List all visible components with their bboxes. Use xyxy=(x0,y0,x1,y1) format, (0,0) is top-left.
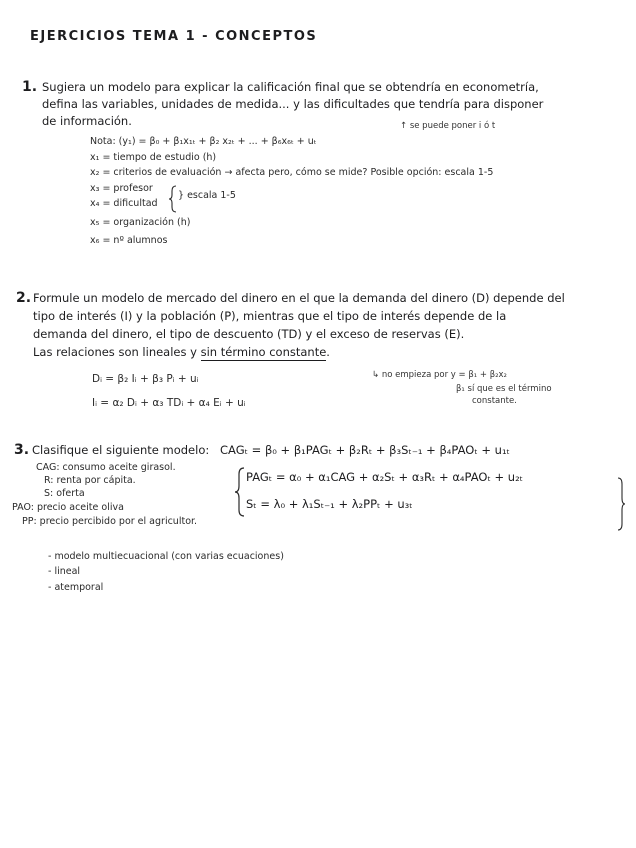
q1-var-x1: x₁ = tiempo de estudio (h) xyxy=(90,152,217,163)
q2-equation-interest: Iᵢ = α₂ Dᵢ + α₃ TDᵢ + α₄ Eᵢ + uᵢ xyxy=(92,397,246,409)
q1-var-x4: x₄ = dificultad xyxy=(90,198,158,209)
q3-var-s: S: oferta xyxy=(44,488,85,499)
q3-equation-s: Sₜ = λ₀ + λ₁Sₜ₋₁ + λ₂PPₜ + u₃ₜ xyxy=(246,497,413,511)
q2-line3: demanda del dinero, el tipo de descuento (TD) y el exceso de reservas (E). xyxy=(33,327,465,341)
q2-note-line2: β₁ sí que es el término xyxy=(456,384,552,394)
q3-system-brace-right xyxy=(618,478,625,530)
q2-number: 2. xyxy=(16,290,32,306)
q1-var-x3: x₃ = profesor xyxy=(90,183,153,194)
q1-var-x6: x₆ = nº alumnos xyxy=(90,235,168,246)
page-title: EJERCICIOS TEMA 1 - CONCEPTOS xyxy=(30,29,318,44)
q2-line4-start: Las relaciones son lineales y xyxy=(33,345,201,359)
q2-note-line1: ↳ no empieza por y = β₁ + β₂x₂ xyxy=(372,370,507,380)
q1-x3x4-scale-note: } escala 1-5 xyxy=(178,190,236,201)
q1-var-x2: x₂ = criterios de evaluación → afecta pero, cómo se mide? Posible opción: escala 1-5 xyxy=(90,167,494,178)
q3-equation-cag: CAGₜ = β₀ + β₁PAGₜ + β₂Rₜ + β₃Sₜ₋₁ + β₄PAOₜ + u₁ₜ xyxy=(220,443,510,457)
q1-var-x5: x₅ = organización (h) xyxy=(90,217,191,228)
q2-no-constant-underlined: sin término constante xyxy=(200,345,327,359)
q3-equation-pag: PAGₜ = α₀ + α₁CAG + α₂Sₜ + α₃Rₜ + α₄PAOₜ + u₂ₜ xyxy=(246,470,524,484)
q1-number: 1. xyxy=(22,79,38,95)
q1-line2: defina las variables, unidades de medida... y las dificultades que tendría para disponer xyxy=(42,97,544,111)
q3-var-cag: CAG: consumo aceite girasol. xyxy=(36,462,176,473)
q3-classification-multi: - modelo multiecuacional (con varias ecuaciones) xyxy=(48,551,284,562)
q3-system-brace-left xyxy=(235,468,244,516)
q3-var-pao: PAO: precio aceite oliva xyxy=(12,502,124,513)
q3-var-r: R: renta por cápita. xyxy=(44,475,136,486)
q2-line4-end: . xyxy=(326,345,330,359)
q2-line1: Formule un modelo de mercado del dinero en el que la demanda del dinero (D) depende del xyxy=(33,291,565,305)
q3-classification-atemporal: - atemporal xyxy=(48,582,104,593)
q1-line1: Sugiera un modelo para explicar la calificación final que se obtendría en econometría, xyxy=(42,80,539,94)
q3-number: 3. xyxy=(14,442,30,458)
q3-line1: Clasifique el siguiente modelo: xyxy=(32,443,210,457)
q1-aside-note: ↑ se puede poner i ó t xyxy=(400,121,496,131)
q1-brace-mark xyxy=(169,186,176,212)
q3-classification-linear: - lineal xyxy=(48,566,81,577)
q2-equation-demand: Dᵢ = β₂ Iᵢ + β₃ Pᵢ + uᵢ xyxy=(92,373,199,385)
q2-note-line3: constante. xyxy=(472,396,517,406)
q3-var-pp: PP: precio percibido por el agricultor. xyxy=(22,516,198,527)
q1-line3: de información. xyxy=(42,114,132,128)
q1-model-equation: Nota: (y₁) = β₀ + β₁x₁ₜ + β₂ x₂ₜ + ... + β₆x₆ₜ + uₜ xyxy=(90,136,317,147)
q2-line2: tipo de interés (I) y la población (P), mientras que el tipo de interés depende de la xyxy=(33,309,507,323)
